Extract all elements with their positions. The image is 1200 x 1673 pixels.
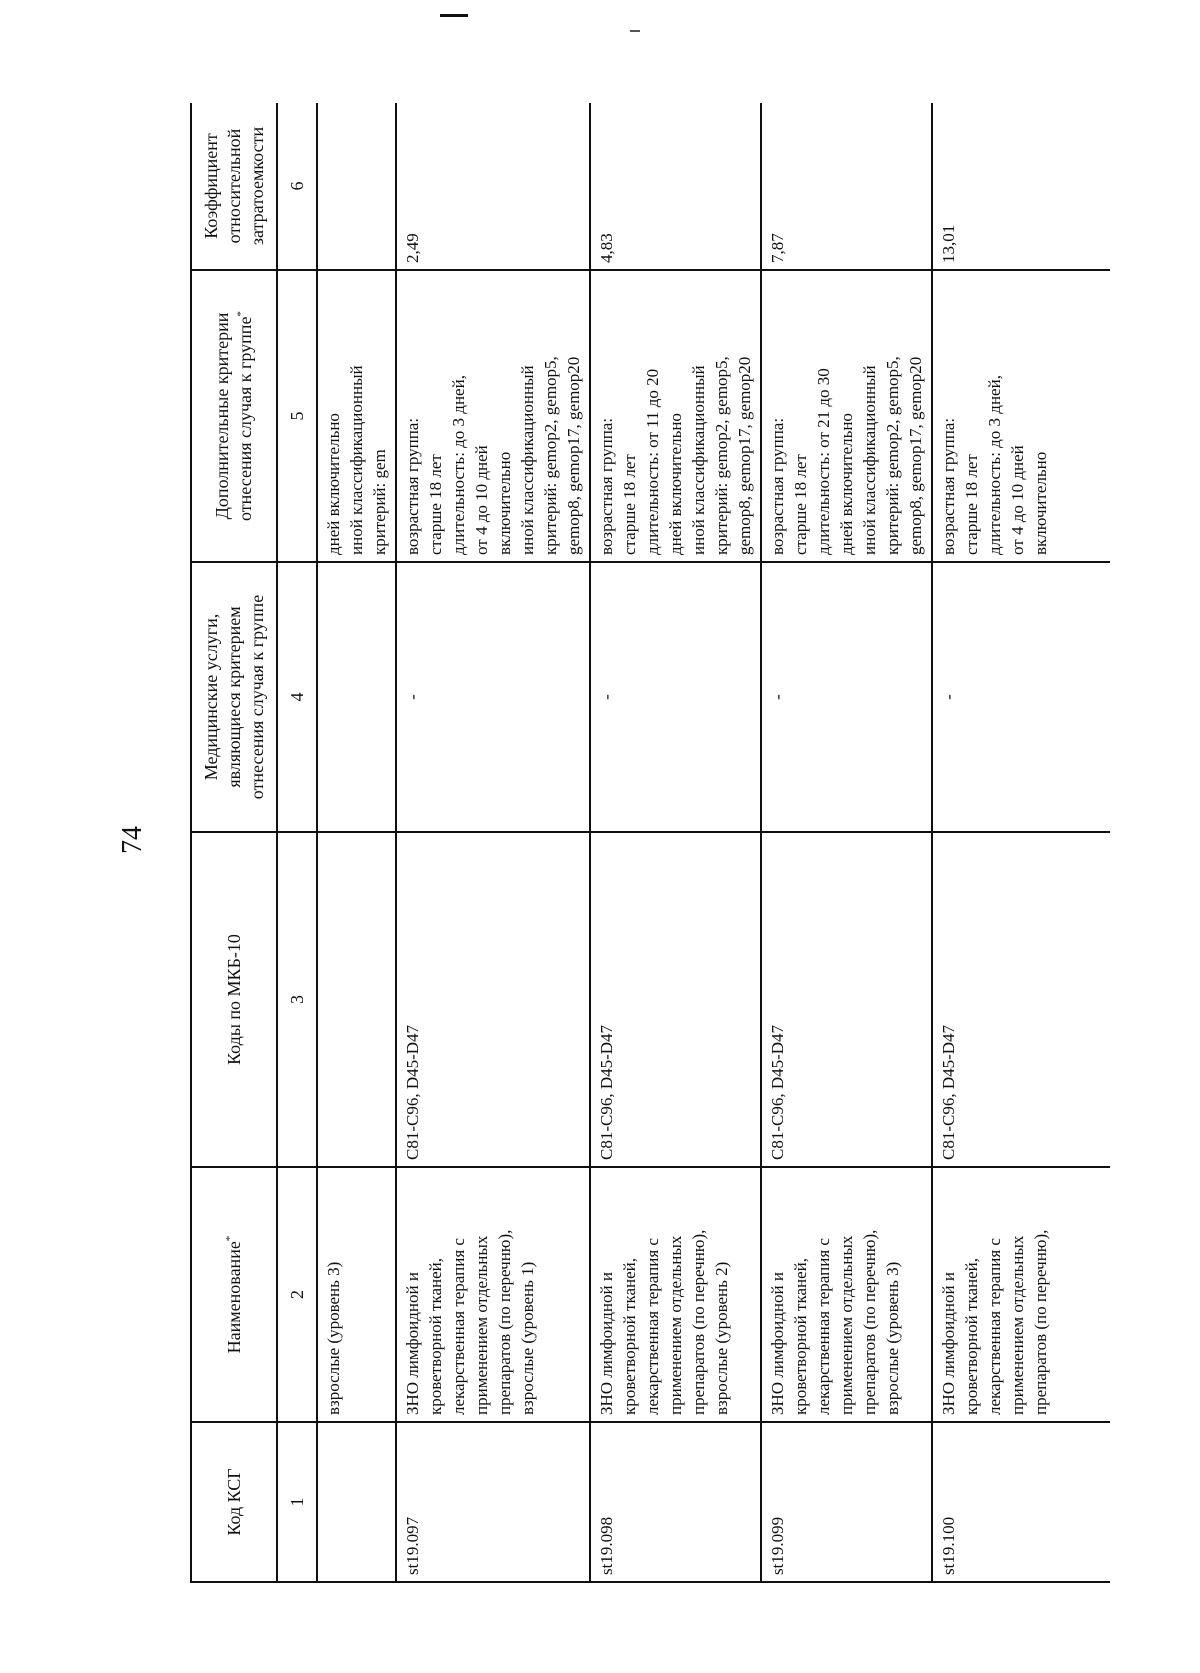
header-coef: Коэффициент относительной затратоемкости xyxy=(191,103,277,270)
cell-services: - xyxy=(396,562,590,832)
cell-code: st19.100 xyxy=(932,1422,1110,1582)
column-number: 5 xyxy=(277,270,317,562)
column-number: 4 xyxy=(277,562,317,832)
cell-name: взрослые (уровень 3) xyxy=(317,1167,396,1422)
cell-criteria: возрастная группа: старше 18 лет длительность: от 21 до 30 дней включительно иной классификационный критерий: gemop2, gemop5, gemop8, gemop17, gemop20 xyxy=(761,270,932,562)
cell-coef xyxy=(317,103,396,270)
column-number-row xyxy=(277,103,317,1582)
cell-services: - xyxy=(761,562,932,832)
cell-criteria: возрастная группа: старше 18 лет длительность: до 3 дней, от 4 до 10 дней включительно xyxy=(932,270,1110,562)
column-number: 3 xyxy=(277,832,317,1167)
header-row xyxy=(191,103,277,1582)
scan-mark-top xyxy=(440,14,468,17)
page-number: 74 xyxy=(117,826,148,854)
table-row xyxy=(590,103,761,1582)
scan-mark-top-small xyxy=(630,30,640,32)
cell-icd: C81-C96, D45-D47 xyxy=(396,832,590,1167)
cell-icd: C81-C96, D45-D47 xyxy=(932,832,1110,1167)
cell-criteria: возрастная группа: старше 18 лет длительность: от 11 до 20 дней включительно иной классификационный критерий: gemop2, gemop5, gemop8, gemop17, gemop20 xyxy=(590,270,761,562)
continuation-row xyxy=(317,103,396,1582)
cell-coef: 7,87 xyxy=(761,103,932,270)
cell-icd: C81-C96, D45-D47 xyxy=(590,832,761,1167)
table-row xyxy=(761,103,932,1582)
header-icd: Коды по МКБ-10 xyxy=(191,832,277,1167)
header-criteria: Дополнительные критерии отнесения случая к группе* xyxy=(191,270,277,562)
header-services: Медицинские услуги, являющиеся критерием отнесения случая к группе xyxy=(191,562,277,832)
cell-code xyxy=(317,1422,396,1582)
table-row xyxy=(932,103,1110,1582)
cell-coef: 2,49 xyxy=(396,103,590,270)
cell-services xyxy=(317,562,396,832)
table-row xyxy=(396,103,590,1582)
ksg-table xyxy=(190,103,1110,1583)
cell-services: - xyxy=(590,562,761,832)
cell-icd: C81-C96, D45-D47 xyxy=(761,832,932,1167)
cell-coef: 13,01 xyxy=(932,103,1110,270)
table-viewport xyxy=(190,103,1110,1583)
cell-criteria: дней включительно иной классификационный критерий: gem xyxy=(317,270,396,562)
column-number: 6 xyxy=(277,103,317,270)
cell-code: st19.099 xyxy=(761,1422,932,1582)
column-number: 2 xyxy=(277,1167,317,1422)
header-name: Наименование* xyxy=(191,1167,277,1422)
cell-services: - xyxy=(932,562,1110,832)
cell-name: ЗНО лимфоидной и кроветворной тканей, лекарственная терапия с применением отдельных препаратов (по перечню), взрослые (уровень 1) xyxy=(396,1167,590,1422)
cell-code: st19.097 xyxy=(396,1422,590,1582)
cell-name: ЗНО лимфоидной и кроветворной тканей, лекарственная терапия с применением отдельных препаратов (по перечню), взрослые (уровень 3) xyxy=(761,1167,932,1422)
column-number: 1 xyxy=(277,1422,317,1582)
cell-name: ЗНО лимфоидной и кроветворной тканей, лекарственная терапия с применением отдельных препаратов (по перечню), xyxy=(932,1167,1110,1422)
cell-code: st19.098 xyxy=(590,1422,761,1582)
cell-icd xyxy=(317,832,396,1167)
table-rotator xyxy=(190,103,1110,1583)
cell-name: ЗНО лимфоидной и кроветворной тканей, лекарственная терапия с применением отдельных препаратов (по перечню), взрослые (уровень 2) xyxy=(590,1167,761,1422)
cell-criteria: возрастная группа: старше 18 лет длительность: до 3 дней, от 4 до 10 дней включительно иной классификационный критерий: gemop2, gemop5, gemop8, gemop17, gemop20 xyxy=(396,270,590,562)
cell-coef: 4,83 xyxy=(590,103,761,270)
header-code: Код КСГ xyxy=(191,1422,277,1582)
